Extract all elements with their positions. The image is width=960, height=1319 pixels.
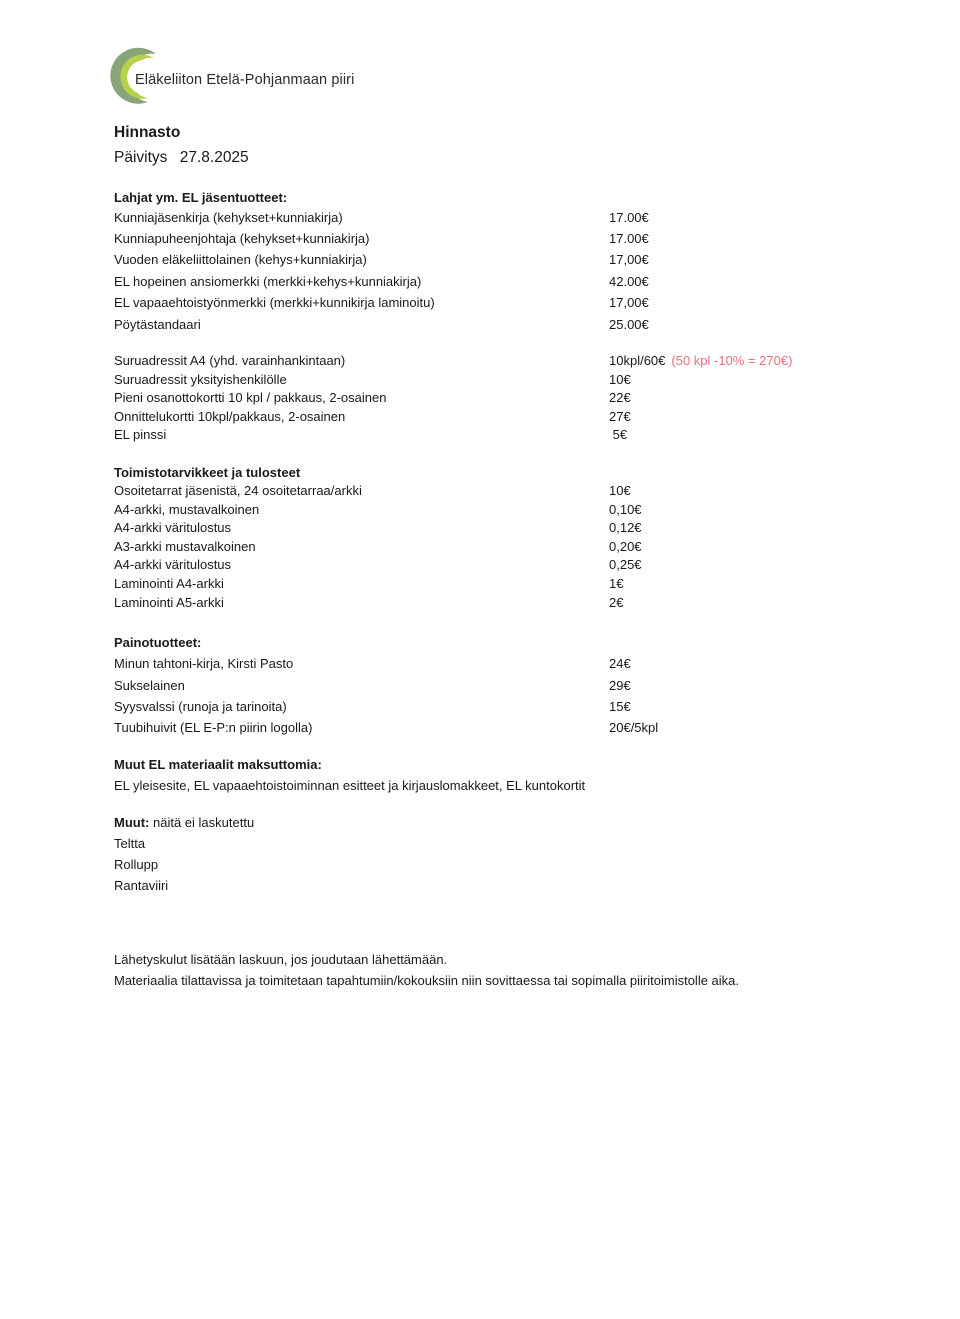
update-date: 27.8.2025 [179,149,249,166]
other-note: näitä ei laskutettu [153,815,255,830]
item-price: 17,00€ [609,295,649,310]
item-price: 10€ [609,372,631,387]
item-name: Sukselainen [114,678,185,693]
section-heading-office: Toimistotarvikkeet ja tulosteet [114,465,301,480]
item-name: Laminointi A5-arkki [114,595,224,610]
item-price: 5€ [609,427,628,442]
item-name: Tuubihuivit (EL E-P:n piirin logolla) [114,720,313,735]
item-name: Kunniapuheenjohtaja (kehykset+kunniakirja) [114,231,370,246]
other-item: Rantaviiri [114,878,169,893]
page-title: Hinnasto [114,124,181,141]
other-item: Rollupp [114,857,159,872]
free-materials-text: EL yleisesite, EL vapaaehtoistoiminnan esitteet ja kirjauslomakkeet, EL kuntokortit [114,778,586,793]
item-price: 27€ [609,409,631,424]
item-name: Onnittelukortti 10kpl/pakkaus, 2-osainen [114,409,346,424]
update-line [114,149,249,167]
item-name: A4-arkki, mustavalkoinen [114,502,260,517]
discount-note: (50 kpl -10% = 270€) [671,353,793,368]
footer-shipping-note: Lähetyskulut lisätään laskuun, jos joudutaan lähettämään. [114,952,448,967]
item-name: Minun tahtoni-kirja, Kirsti Pasto [114,656,294,671]
other-heading-line [114,815,254,830]
item-price: 2€ [609,595,624,610]
item-name: Suruadressit A4 (yhd. varainhankintaan) [114,353,346,368]
item-name: Suruadressit yksityishenkilölle [114,372,287,387]
item-price: 15€ [609,699,631,714]
item-price: 25.00€ [609,317,649,332]
item-name: Pieni osanottokortti 10 kpl / pakkaus, 2-osainen [114,390,387,405]
item-name: Vuoden eläkeliittolainen (kehys+kunniakirja) [114,252,367,267]
update-label: Päivitys [114,149,168,166]
item-price-value: 10kpl/60€ [609,353,666,368]
item-name: Syysvalssi (runoja ja tarinoita) [114,699,287,714]
organization-name: Eläkeliiton Etelä-Pohjanmaan piiri [135,72,355,88]
item-price: 29€ [609,678,631,693]
item-price: 1€ [609,576,624,591]
item-price: 0,10€ [609,502,642,517]
item-name: Pöytästandaari [114,317,201,332]
item-name: Laminointi A4-arkki [114,576,224,591]
item-name: EL hopeinen ansiomerkki (merkki+kehys+kunniakirja) [114,274,422,289]
organization-logo [104,46,404,104]
item-price: 20€/5kpl [609,720,659,735]
section-heading-gifts: Lahjat ym. EL jäsentuotteet: [114,190,288,205]
item-price: 24€ [609,656,631,671]
item-price: 0,25€ [609,557,642,572]
item-price: 0,20€ [609,539,642,554]
item-price: 10€ [609,483,631,498]
section-heading-free: Muut EL materiaalit maksuttomia: [114,757,322,772]
item-price: 22€ [609,390,631,405]
footer-delivery-note: Materiaalia tilattavissa ja toimitetaan tapahtumiin/kokouksiin niin sovittaessa tai sopimalla piiritoimistolle aika. [114,973,740,988]
item-name: A4-arkki väritulostus [114,520,232,535]
item-name: EL pinssi [114,427,167,442]
item-name: A4-arkki väritulostus [114,557,232,572]
item-name: Osoitetarrat jäsenistä, 24 osoitetarraa/arkki [114,483,362,498]
item-price: 0,12€ [609,520,642,535]
item-price: 17.00€ [609,231,649,246]
item-price: 17.00€ [609,210,649,225]
item-name: A3-arkki mustavalkoinen [114,539,256,554]
section-heading-print: Painotuotteet: [114,635,202,650]
item-name: EL vapaaehtoistyönmerkki (merkki+kunnikirja laminoitu) [114,295,435,310]
item-price: 17,00€ [609,252,649,267]
item-name: Kunniajäsenkirja (kehykset+kunniakirja) [114,210,343,225]
other-item: Teltta [114,836,146,851]
other-heading: Muut: [114,815,150,830]
item-price [609,353,792,368]
item-price: 42.00€ [609,274,649,289]
